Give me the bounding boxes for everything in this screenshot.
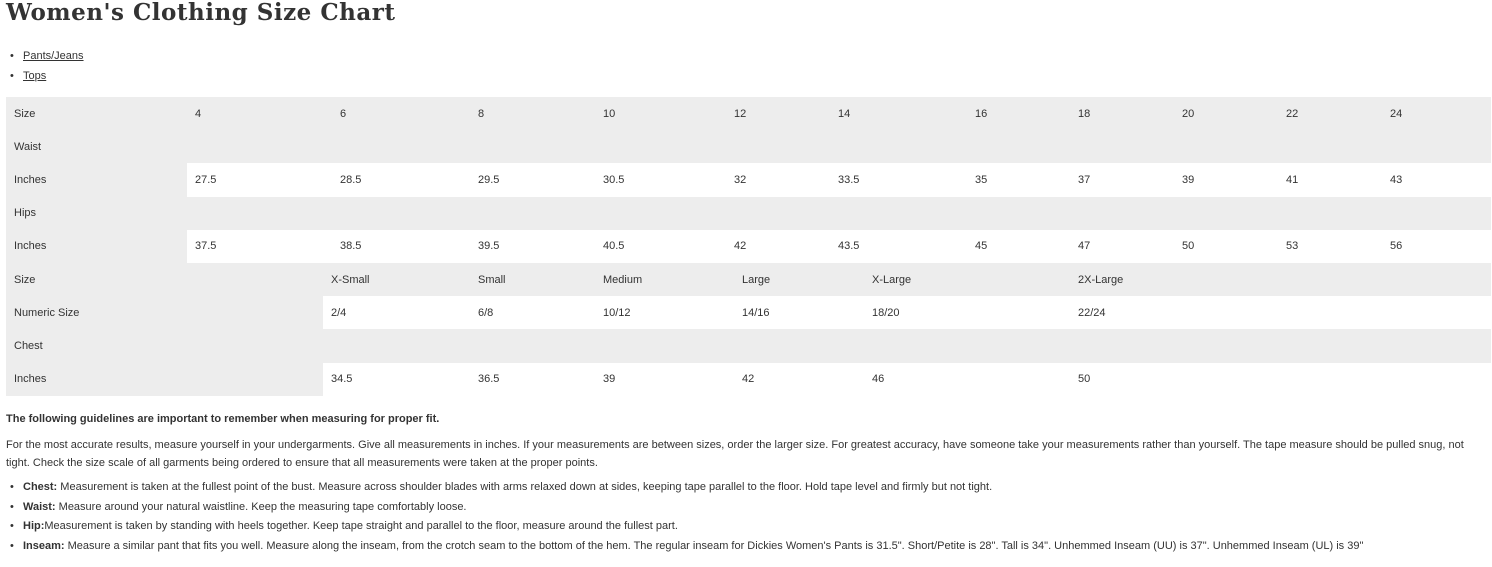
hips-value: 53 (1278, 230, 1382, 263)
tip-term: Inseam: (23, 539, 65, 552)
waist-value: 28.5 (332, 163, 470, 196)
hips-value: 37.5 (187, 230, 332, 263)
nav-item-pants (10, 48, 84, 68)
size-cell: 18 (1078, 107, 1091, 120)
chest-value: 50 (1070, 363, 1491, 396)
size-cell: X-Small (331, 273, 370, 286)
tip-waist (6, 498, 1486, 518)
row-label: Inches (14, 373, 47, 386)
tip-text: Measurement is taken by standing with heels together. Keep tape straight and parallel to the floor, measure around the fullest part. (44, 520, 678, 532)
hips-value: 45 (967, 230, 1070, 263)
chest-value: 36.5 (470, 363, 595, 396)
measuring-tips-list (6, 478, 1486, 556)
hips-value: 40.5 (595, 230, 726, 263)
numeric-size-value: 22/24 (1070, 296, 1491, 329)
chest-value: 39 (595, 363, 734, 396)
tip-term: Chest: (23, 481, 58, 493)
size-cell: 6 (340, 107, 347, 120)
section-nav (10, 48, 84, 88)
waist-value: 39 (1174, 163, 1278, 196)
tip-chest (6, 478, 1486, 498)
hips-inches-row (6, 230, 1491, 263)
waist-value: 33.5 (830, 163, 967, 196)
row-label: Size (14, 107, 36, 120)
numeric-size-row (6, 296, 1491, 329)
chest-value: 46 (864, 363, 1070, 396)
page-title: Women's Clothing Size Chart (6, 0, 396, 26)
tip-text: Measure a similar pant that fits you well. Measure along the inseam, from the crotch seam to the bottom of the hem. The regular inseam for Dickies Women's Pants is 31.5". Short/Petite is 28". Tall is 34". Unhemmed Inseam (UU) is 37". Unhemmed Inseam (UL) is 39" (64, 539, 1364, 552)
size-cell: 12 (734, 107, 747, 120)
size-cell: 16 (975, 107, 988, 120)
chest-value: 34.5 (323, 363, 470, 396)
waist-value: 29.5 (470, 163, 595, 196)
size-cell: 10 (603, 107, 616, 120)
size-cell: X-Large (872, 273, 912, 286)
size-cell: 14 (838, 107, 851, 120)
measuring-guidelines (6, 410, 1486, 556)
nav-item-tops (10, 68, 84, 88)
hips-value: 39.5 (470, 230, 595, 263)
numeric-size-value: 10/12 (595, 296, 734, 329)
hips-value: 47 (1070, 230, 1174, 263)
size-cell: 8 (478, 107, 485, 120)
guidelines-intro: For the most accurate results, measure yourself in your undergarments. Give all measurements in inches. If your measurements are between sizes, order the larger size. For greatest accuracy, have someone take your measurements rather than yourself. The tape measure should be pulled snug, not tight. Check the size scale of all garments being ordered to ensure that all measurements were taken at the proper points. (6, 439, 1464, 469)
waist-value: 41 (1278, 163, 1382, 196)
row-label: Numeric Size (14, 306, 80, 319)
waist-value: 37 (1070, 163, 1174, 196)
tip-term: Waist: (23, 500, 56, 513)
waist-heading: Waist (14, 140, 42, 153)
numeric-size-value: 14/16 (734, 296, 864, 329)
tip-text: Measure around your natural waistline. Keep the measuring tape comfortably loose. (55, 500, 467, 513)
row-label: Size (14, 273, 36, 286)
tip-term: Hip: (23, 520, 45, 532)
size-cell: 2X-Large (1078, 273, 1124, 286)
size-cell: Medium (603, 273, 643, 286)
waist-section-row (6, 130, 1491, 163)
hips-value: 38.5 (332, 230, 470, 263)
numeric-size-value: 6/8 (470, 296, 595, 329)
chest-section-row (6, 329, 1491, 362)
size-cell: Small (478, 273, 506, 286)
size-cell: 4 (195, 107, 202, 120)
waist-value: 27.5 (187, 163, 332, 196)
tip-text: Measurement is taken at the fullest point of the bust. Measure across shoulder blades with arms relaxed down at sides, keeping tape parallel to the floor. Hold tape level and firmly but not tight. (57, 481, 993, 493)
hips-value: 43.5 (830, 230, 967, 263)
pants-jeans-link[interactable]: Pants/Jeans (23, 50, 84, 62)
hips-value: 42 (726, 230, 830, 263)
hips-heading: Hips (14, 207, 37, 220)
waist-value: 30.5 (595, 163, 726, 196)
chest-value: 42 (734, 363, 864, 396)
size-chart-table (6, 97, 1491, 396)
pants-size-row (6, 97, 1491, 130)
tops-link[interactable]: Tops (23, 70, 47, 82)
tops-size-row (6, 263, 1491, 296)
chest-heading: Chest (14, 339, 43, 352)
tip-inseam (6, 537, 1486, 557)
chest-inches-row (6, 363, 1491, 396)
waist-value: 43 (1382, 163, 1491, 196)
numeric-size-value: 18/20 (864, 296, 1070, 329)
size-cell: Large (742, 273, 771, 286)
hips-section-row (6, 197, 1491, 230)
size-cell: 24 (1390, 107, 1403, 120)
waist-value: 32 (726, 163, 830, 196)
hips-value: 56 (1382, 230, 1491, 263)
waist-inches-row (6, 163, 1491, 196)
hips-value: 50 (1174, 230, 1278, 263)
numeric-size-value: 2/4 (323, 296, 470, 329)
guidelines-heading: The following guidelines are important to remember when measuring for proper fit. (6, 413, 440, 425)
row-label: Inches (14, 173, 47, 186)
row-label: Inches (14, 240, 47, 253)
waist-value: 35 (967, 163, 1070, 196)
size-cell: 22 (1286, 107, 1299, 120)
size-cell: 20 (1182, 107, 1195, 120)
tip-hip (6, 517, 1486, 537)
